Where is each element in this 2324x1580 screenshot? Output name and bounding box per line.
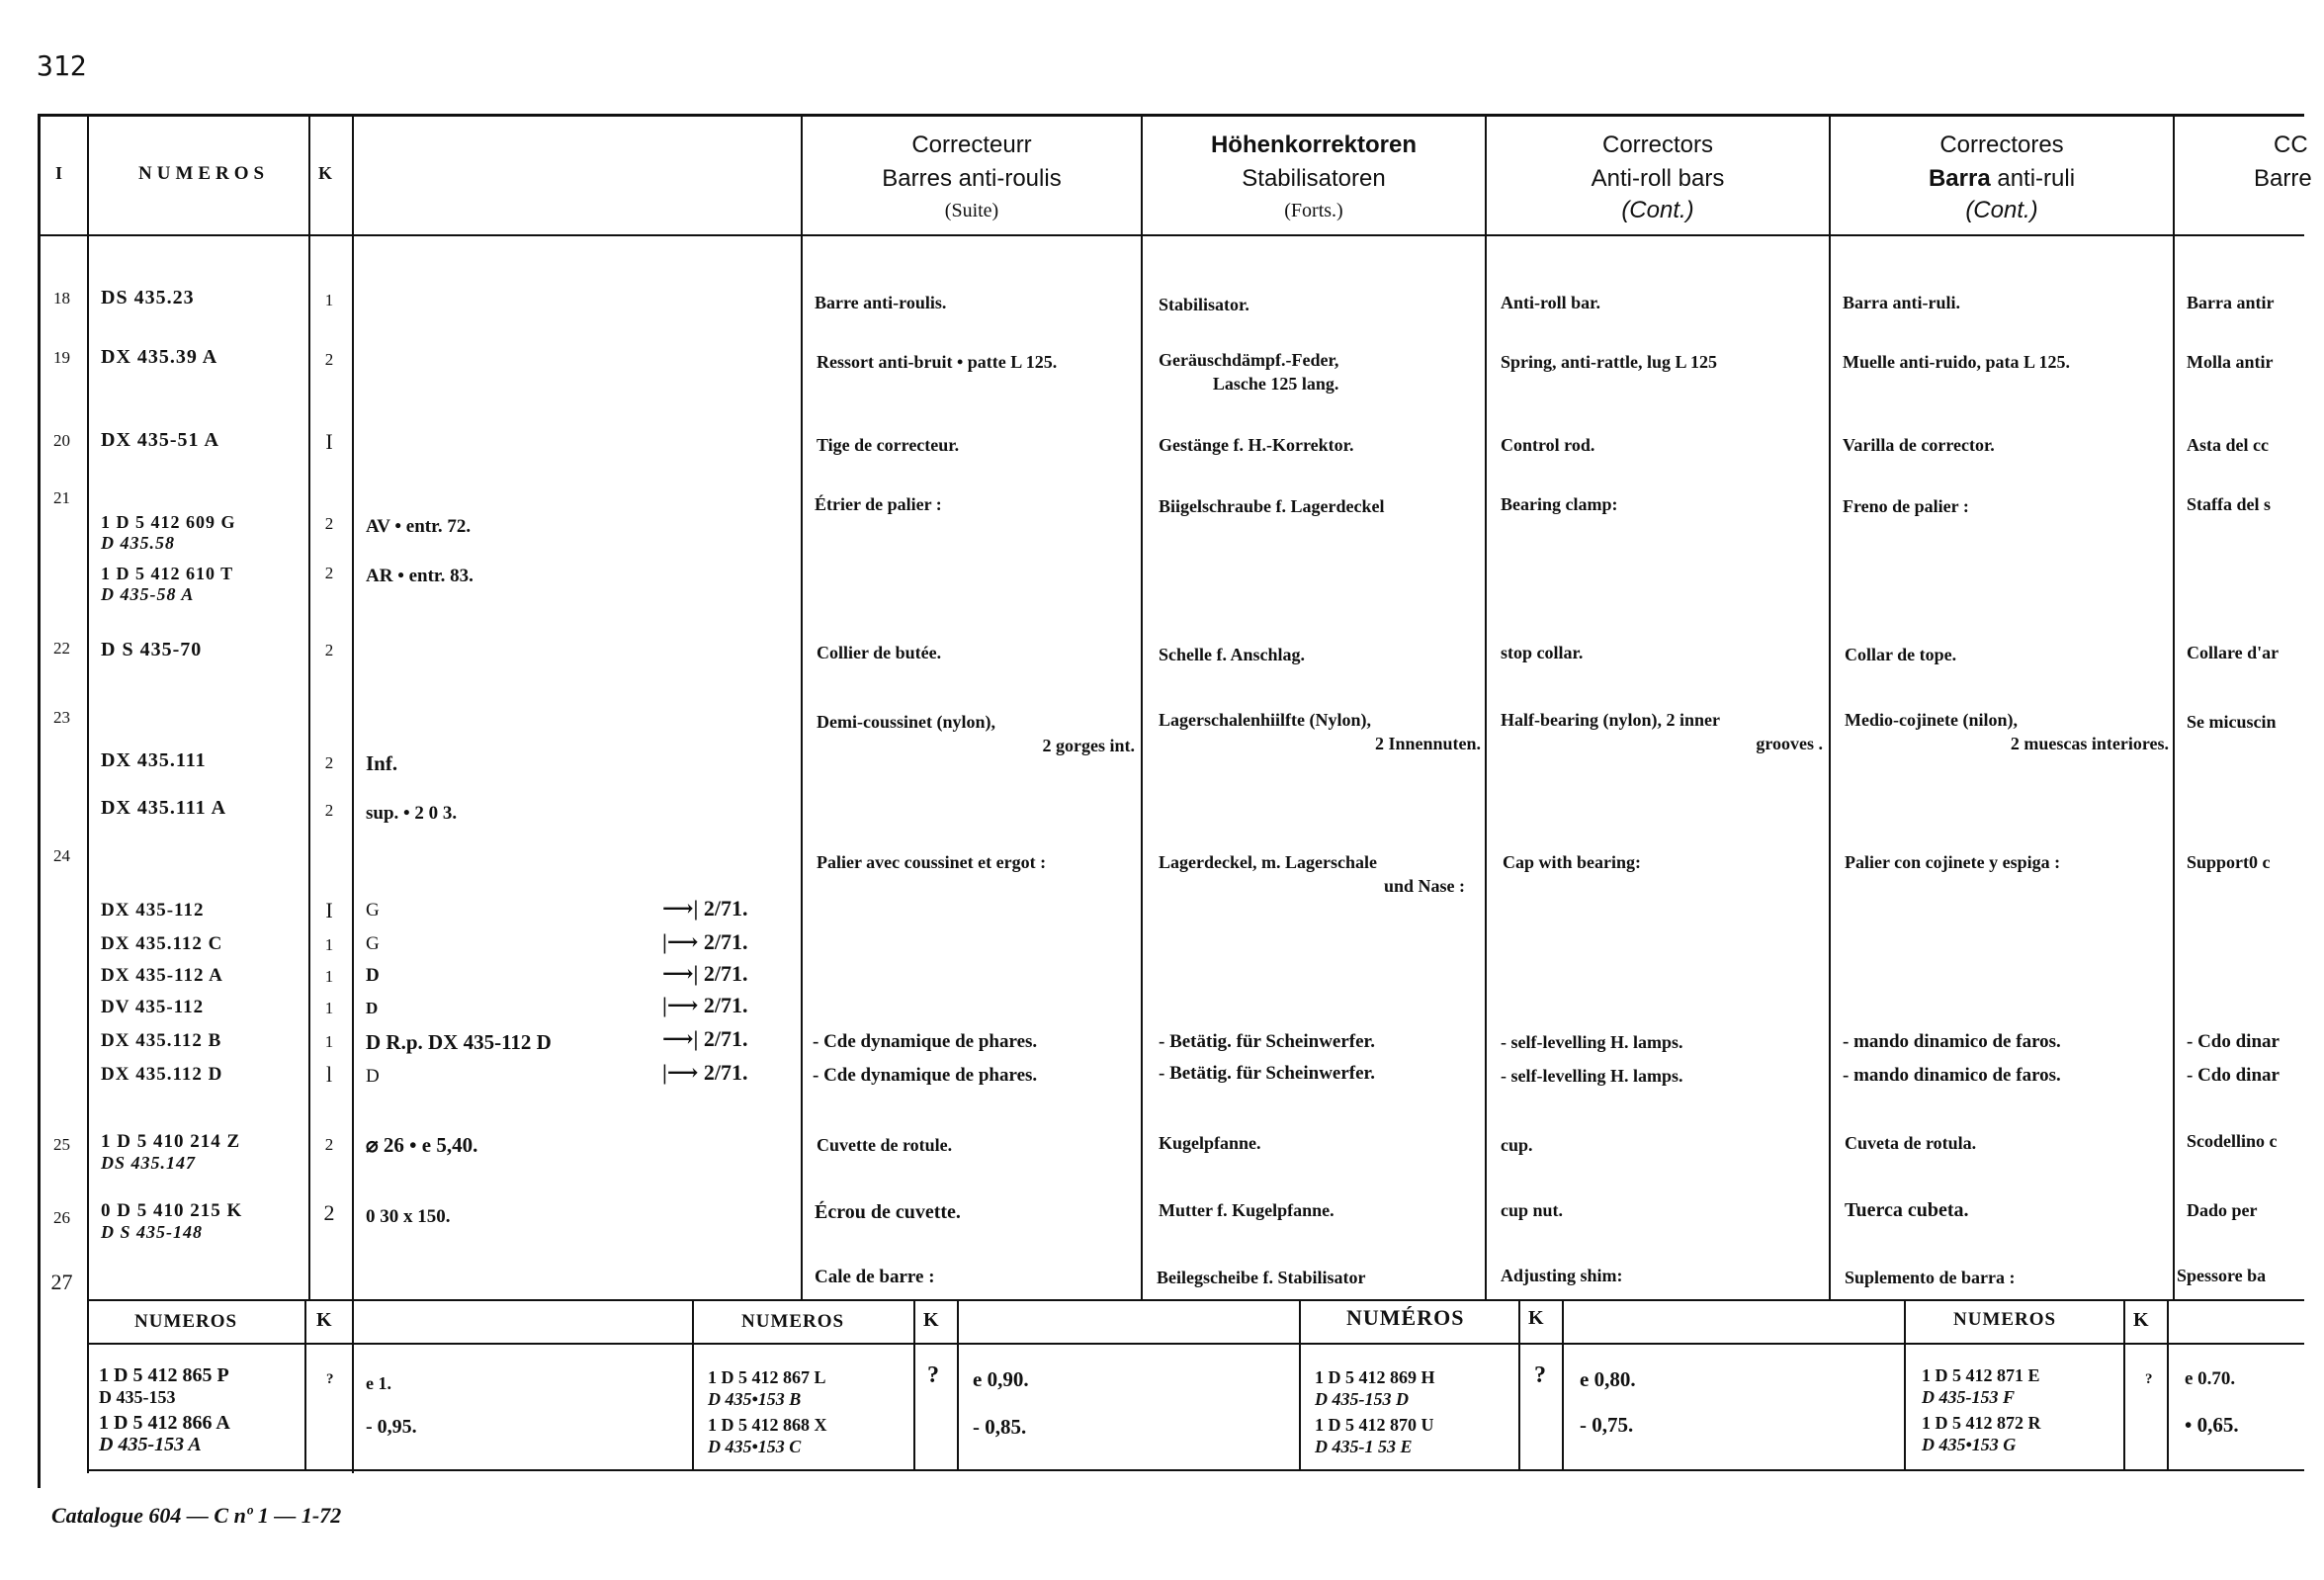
bottom-divider [2123, 1299, 2125, 1471]
desc-en: - self-levelling H. lamps. [1501, 1066, 1683, 1086]
desc-en: Anti-roll bar. [1501, 293, 1601, 312]
spec: G [366, 933, 380, 954]
quantity: 2 [324, 350, 334, 369]
quantity: I [325, 429, 333, 454]
bottom-divider [1518, 1299, 1520, 1471]
part-number: 0 D 5 410 215 K D S 435-148 [101, 1200, 243, 1242]
desc-de: Beilegscheibe f. Stabilisator [1157, 1268, 1366, 1287]
row-index: 20 [53, 431, 70, 450]
desc-en: cup. [1501, 1135, 1533, 1155]
validity-arrow: |⟶ 2/71. [662, 1060, 748, 1085]
bottom-header-numeros: NUMÉROS [1346, 1305, 1465, 1330]
shim-part-number: 1 D 5 412 870 U D 435-1 53 E [1315, 1415, 1434, 1456]
row-index: 25 [53, 1135, 70, 1154]
bottom-header-numeros: NUMEROS [134, 1311, 238, 1332]
desc-es: Palier con cojinete y espiga : [1845, 852, 2061, 872]
shim-thickness: e 1. [366, 1373, 391, 1393]
quantity: 2 [324, 564, 334, 582]
bottom-divider [692, 1299, 694, 1471]
desc-en: cup nut. [1501, 1200, 1564, 1220]
desc-en: Half-bearing (nylon), 2 inner grooves . [1501, 710, 1823, 753]
shim-part-number: 1 D 5 412 868 X D 435•153 C [708, 1415, 827, 1456]
desc-es: - mando dinamico de faros. [1843, 1031, 2061, 1052]
desc-es: Freno de palier : [1843, 496, 1969, 516]
desc-de: Gestänge f. H.-Korrektor. [1159, 435, 1354, 455]
desc-it: Molla antir [2187, 352, 2274, 372]
desc-fr: Tige de correcteur. [817, 435, 960, 455]
validity-arrow: |⟶ 2/71. [662, 929, 748, 954]
shim-thickness: - 0,85. [973, 1415, 1027, 1439]
quantity: 1 [324, 999, 334, 1017]
quantity: l [325, 1062, 333, 1087]
header-spanish: Correctores Barra anti-ruli (Cont.) [1928, 132, 2076, 223]
shim-part-number: 1 D 5 412 865 P D 435-153 [99, 1364, 229, 1407]
shim-quantity: ? [927, 1362, 939, 1388]
row-index: 22 [53, 639, 70, 658]
desc-fr: Étrier de palier : [815, 494, 942, 514]
row-index: 21 [53, 488, 70, 507]
header-bottom-border [38, 234, 2304, 236]
desc-en: Adjusting shim: [1501, 1266, 1623, 1285]
shim-thickness: • 0,65. [2185, 1413, 2239, 1437]
top-border [38, 114, 2304, 117]
shim-quantity: ? [2145, 1371, 2153, 1387]
desc-it: - Cdo dinar [2187, 1065, 2280, 1086]
desc-it: - Cdo dinar [2187, 1031, 2280, 1052]
part-number: DX 435-112 A [101, 965, 223, 986]
shim-quantity: ? [1534, 1362, 1546, 1388]
shim-part-number: 1 D 5 412 871 E D 435-153 F [1922, 1365, 2040, 1407]
part-number: DV 435-112 [101, 997, 205, 1017]
shim-quantity: ? [326, 1371, 334, 1387]
desc-it: Spessore ba [2177, 1266, 2267, 1285]
bottom-header-k: K [316, 1309, 333, 1331]
col-divider-es [1829, 114, 1831, 1300]
part-number: DX 435.111 A [101, 797, 227, 819]
part-number: DX 435.112 B [101, 1030, 222, 1051]
part-number: DS 435.23 [101, 287, 195, 308]
header-col-k: K [318, 163, 333, 183]
desc-de: Lagerschalenhiilfte (Nylon), 2 Innennuten. [1159, 710, 1481, 753]
bottom-divider [913, 1299, 915, 1471]
spec: D [366, 1066, 380, 1087]
desc-de: Lagerdeckel, m. Lagerschale und Nase : [1159, 852, 1465, 896]
bottom-header-k: K [1528, 1307, 1545, 1329]
quantity: 2 [324, 753, 334, 772]
desc-de: - Betätig. für Scheinwerfer. [1159, 1063, 1375, 1084]
header-english: Correctors Anti-roll bars (Cont.) [1591, 132, 1725, 223]
desc-fr: Cale de barre : [815, 1267, 935, 1287]
part-number: D S 435-70 [101, 639, 203, 660]
desc-fr: Barre anti-roulis. [815, 293, 947, 312]
desc-fr: Ressort anti-bruit • patte L 125. [817, 352, 1058, 372]
shim-part-number: 1 D 5 412 872 R D 435•153 G [1922, 1413, 2041, 1454]
spec: 0 30 x 150. [366, 1206, 451, 1227]
bottom-header-numeros: NUMEROS [741, 1311, 845, 1332]
row-index: 26 [53, 1208, 70, 1227]
desc-de: - Betätig. für Scheinwerfer. [1159, 1031, 1375, 1052]
desc-en: Bearing clamp: [1501, 494, 1618, 514]
shim-thickness: e 0.70. [2185, 1368, 2236, 1389]
part-number: 1 D 5 410 214 Z DS 435.147 [101, 1131, 241, 1173]
desc-en: Spring, anti-rattle, lug L 125 [1501, 352, 1718, 372]
desc-fr: Collier de butée. [817, 643, 942, 662]
quantity: 1 [324, 967, 334, 986]
bottom-header-numeros: NUMEROS [1953, 1309, 2057, 1330]
desc-en: Control rod. [1501, 435, 1595, 455]
spec: Inf. [366, 751, 398, 775]
header-col-numeros: NUMEROS [138, 163, 270, 184]
desc-de: Schelle f. Anschlag. [1159, 645, 1306, 664]
desc-fr: Demi-coussinet (nylon), 2 gorges int. [817, 712, 1135, 755]
bottom-header-k: K [923, 1309, 940, 1331]
desc-it: Scodellino c [2187, 1131, 2278, 1151]
shim-part-number: 1 D 5 412 869 H D 435-153 D [1315, 1367, 1435, 1409]
part-number: DX 435.112 C [101, 933, 223, 954]
col-divider-de [1141, 114, 1143, 1300]
spec: AV • entr. 72. [366, 516, 472, 537]
col-divider-it [2173, 114, 2175, 1300]
bottom-divider [1562, 1299, 1564, 1471]
desc-it: Support0 c [2187, 852, 2271, 872]
page-number: 312 [37, 49, 87, 82]
col-divider-en [1485, 114, 1487, 1300]
spec: AR • entr. 83. [366, 566, 473, 586]
part-number: DX 435.112 D [101, 1064, 223, 1085]
bottom-table-bottom-border [87, 1469, 2304, 1471]
quantity: 2 [324, 1135, 334, 1154]
desc-fr: Palier avec coussinet et ergot : [817, 852, 1047, 872]
desc-de: Stabilisator. [1159, 295, 1249, 314]
row-index: 23 [53, 708, 70, 727]
desc-it: Barra antir [2187, 293, 2275, 312]
bottom-table-header-border [87, 1343, 2304, 1345]
desc-fr: Cuvette de rotule. [817, 1135, 953, 1155]
desc-es: Barra anti-ruli. [1843, 293, 1960, 312]
desc-it: Se micuscin [2187, 712, 2277, 732]
spec: D [366, 999, 379, 1017]
desc-fr: Écrou de cuvette. [815, 1201, 961, 1223]
desc-en: stop collar. [1501, 643, 1584, 662]
bottom-table-top-border [87, 1299, 2304, 1301]
bottom-divider [1299, 1299, 1301, 1471]
part-number: DX 435.39 A [101, 346, 218, 368]
bottom-header-k: K [2133, 1309, 2150, 1331]
desc-de: Biigelschraube f. Lagerdeckel [1159, 496, 1385, 516]
desc-fr: - Cde dynamique de phares. [813, 1031, 1038, 1052]
spec: D [366, 965, 380, 986]
shim-thickness: e 0,90. [973, 1367, 1029, 1391]
validity-arrow: ⟶| 2/71. [662, 1026, 748, 1051]
desc-es: Suplemento de barra : [1845, 1268, 2016, 1287]
part-number: 1 D 5 412 609 G D 435.58 [101, 512, 236, 553]
shim-thickness: e 0,80. [1580, 1367, 1636, 1391]
bottom-divider [957, 1299, 959, 1471]
validity-arrow: ⟶| 2/71. [662, 896, 748, 921]
spec: G [366, 900, 380, 921]
validity-arrow: |⟶ 2/71. [662, 993, 748, 1017]
col-divider-k [352, 114, 354, 1473]
bottom-divider [2167, 1299, 2169, 1471]
row-index: 24 [53, 846, 70, 865]
desc-it: Asta del cc [2187, 435, 2269, 455]
quantity: 2 [324, 801, 334, 820]
quantity: 2 [324, 514, 334, 533]
spec: ⌀ 26 • e 5,40. [366, 1133, 478, 1157]
desc-es: Cuveta de rotula. [1845, 1133, 1977, 1153]
shim-part-number: 1 D 5 412 866 A D 435-153 A [99, 1412, 230, 1455]
col-divider-fr [801, 114, 803, 1300]
bottom-divider [304, 1299, 306, 1471]
desc-es: Collar de tope. [1845, 645, 1957, 664]
desc-de: Kugelpfanne. [1159, 1133, 1261, 1153]
row-index: 27 [50, 1270, 73, 1294]
desc-de: Mutter f. Kugelpfanne. [1159, 1200, 1334, 1220]
desc-es: - mando dinamico de faros. [1843, 1065, 2061, 1086]
shim-part-number: 1 D 5 412 867 L D 435•153 B [708, 1367, 826, 1409]
bottom-divider [1904, 1299, 1906, 1471]
quantity: 1 [324, 935, 334, 954]
shim-thickness: - 0,95. [366, 1416, 417, 1438]
header-french: Correcteurr Barres anti-roulis (Suite) [882, 132, 1062, 221]
desc-it: Collare d'ar [2187, 643, 2280, 662]
desc-es: Muelle anti-ruido, pata L 125. [1843, 352, 2071, 372]
quantity: 1 [324, 1032, 334, 1051]
header-italian: CC Barre [2254, 132, 2312, 192]
desc-es: Tuerca cubeta. [1845, 1199, 1969, 1221]
desc-it: Dado per [2187, 1200, 2258, 1220]
shim-thickness: - 0,75. [1580, 1413, 1634, 1437]
quantity: 2 [323, 1200, 335, 1225]
row-index: 19 [53, 348, 70, 367]
col-divider-i [87, 114, 89, 1473]
quantity: I [325, 898, 333, 922]
part-number: DX 435-112 [101, 900, 205, 921]
row-index: 18 [53, 289, 70, 307]
part-number: 1 D 5 412 610 T D 435-58 A [101, 564, 234, 604]
quantity: 1 [324, 291, 334, 309]
spec: D R.p. DX 435-112 D [366, 1030, 552, 1054]
header-german: Höhenkorrektoren Stabilisatoren (Forts.) [1210, 132, 1418, 221]
quantity: 2 [324, 641, 334, 659]
desc-en: - self-levelling H. lamps. [1501, 1032, 1683, 1052]
part-number: DX 435.111 [101, 749, 207, 771]
validity-arrow: ⟶| 2/71. [662, 961, 748, 986]
part-number: DX 435-51 A [101, 429, 219, 451]
catalogue-footer: Catalogue 604 — C nº 1 — 1-72 [51, 1503, 342, 1528]
desc-it: Staffa del s [2187, 494, 2271, 514]
header-col-i: I [55, 163, 63, 183]
desc-de: Geräuschdämpf.-Feder, Lasche 125 lang. [1159, 350, 1339, 394]
desc-fr: - Cde dynamique de phares. [813, 1065, 1038, 1086]
desc-en: Cap with bearing: [1503, 852, 1642, 872]
desc-es: Medio-cojinete (nilon), 2 muescas interiores. [1845, 710, 2169, 753]
desc-es: Varilla de corrector. [1843, 435, 1995, 455]
col-divider-numeros [308, 114, 310, 1300]
spec: sup. • 2 0 3. [366, 803, 458, 824]
